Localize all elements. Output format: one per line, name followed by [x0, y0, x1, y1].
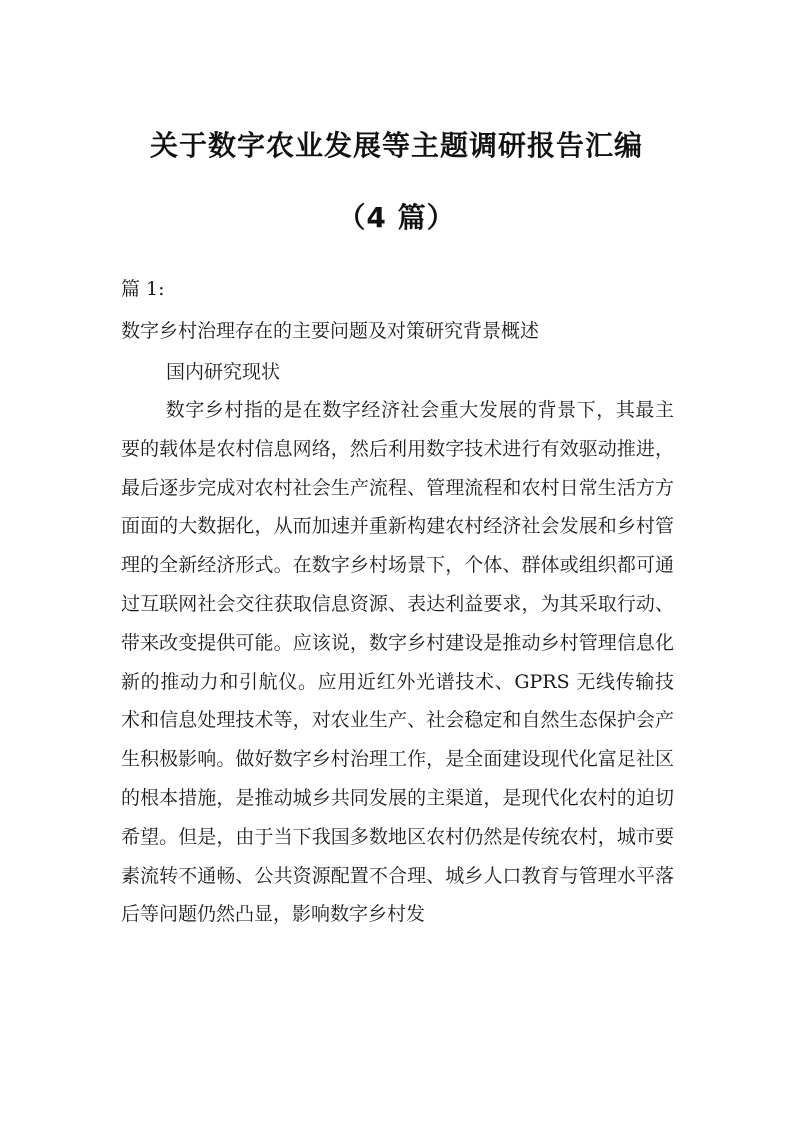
article-title: 数字乡村治理存在的主要问题及对策研究背景概述: [121, 320, 540, 342]
body-paragraph: 数字乡村指的是在数字经济社会重大发展的背景下，其最主要的载体是农村信息网络，然后利用数字技术进行有效驱动推进，最后逐步完成对农村社会生产流程、管理流程和农村日常生活方方面面的大数据化，从而加速并重新构建农村经济社会发展和乡村管理的全新经济形式。在数字乡村场景下，个体、群体或组织都可通过互联网社会交往获取信息资源、表达利益要求，为其采取行动、带来改变提供可能。应该说，数字乡村建设是推动乡村管理信息化新的推动力和引航仪。应用近红外光谱技术、GPRS 无线传输技术和信息处理技术等，对农业生产、社会稳定和自然生态保护会产生积极影响。做好数字乡村治理工作，是全面建设现代化富足社区的根本措施，是推动城乡共同发展的主渠道，是现代化农村的迫切希望。但是，由于当下我国多数地区农村仍然是传统农村，城市要素流转不通畅、公共资源配置不合理、城乡人口教育与管理水平落后等问题仍然凸显，影响数字乡村发: [121, 399, 674, 926]
section-label: 篇 1:: [121, 278, 165, 300]
document-subtitle: （4 篇）: [337, 201, 456, 234]
document-title: 关于数字农业发展等主题调研报告汇编: [149, 129, 643, 162]
subheading: 国内研究现状: [166, 361, 281, 383]
